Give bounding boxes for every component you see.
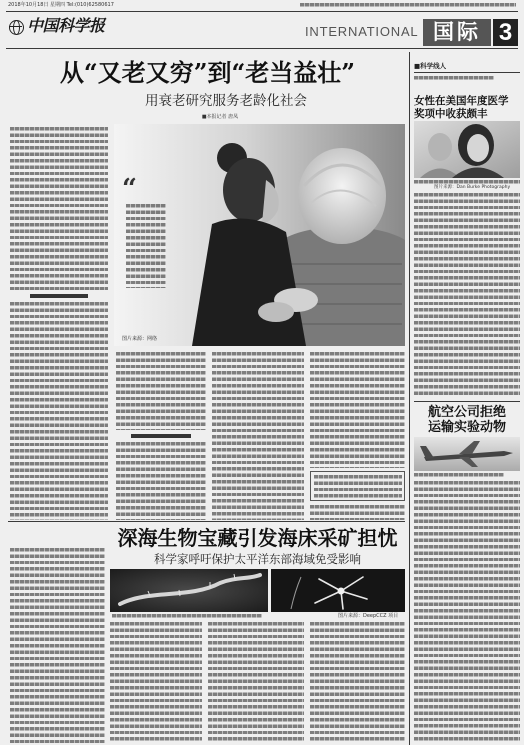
main-subheadline: 用衰老研究服务老龄化社会 bbox=[145, 93, 307, 109]
editor-credits-line bbox=[300, 3, 516, 7]
reference-text bbox=[314, 475, 402, 498]
globe-icon bbox=[9, 20, 24, 35]
pull-quote bbox=[120, 174, 170, 292]
bottom-headline: 深海生物宝藏引发海床采矿担忧 bbox=[117, 526, 398, 550]
sidebar-story-2-caption bbox=[414, 473, 504, 477]
masthead-rule bbox=[6, 48, 518, 49]
sidebar-story-2-headline bbox=[414, 405, 520, 435]
sidebar-story-1-photo bbox=[414, 121, 520, 178]
headline-line: 女性在美国年度医学 bbox=[414, 95, 509, 107]
main-section-subhead bbox=[30, 294, 88, 298]
masthead-logo: 中国科学报 bbox=[27, 16, 105, 35]
bottom-body-column-4 bbox=[310, 622, 405, 743]
headline-line: 航空公司拒绝 bbox=[427, 405, 506, 420]
sidebar-story-1-body bbox=[414, 193, 520, 397]
sidebar-story-1-headline bbox=[414, 95, 520, 120]
sidebar-story-1-photo-credit: 图片来源：Dan Burke Photography bbox=[434, 185, 511, 190]
headline-line: 奖项中收获颇丰 bbox=[414, 107, 488, 120]
main-byline: ■本报记者 唐凤 bbox=[201, 114, 239, 120]
main-body-column-1b bbox=[10, 302, 108, 520]
main-body-column-1a bbox=[10, 127, 108, 290]
main-body-column-2a bbox=[116, 352, 206, 430]
portrait-image bbox=[414, 121, 520, 178]
sidebar-divider bbox=[409, 52, 410, 745]
pull-quote-text bbox=[126, 204, 166, 288]
sidebar-story-1-caption bbox=[414, 180, 520, 184]
main-headline: 从“又老又穷”到“老当益壮” bbox=[59, 58, 356, 87]
sidebar-story-rule bbox=[414, 401, 520, 402]
issue-date-line: 2018年10月18日 星期四 Tel:(010)62580617 bbox=[8, 2, 114, 8]
bottom-section-rule bbox=[8, 521, 405, 522]
section-title-english: INTERNATIONAL bbox=[305, 24, 419, 39]
section-title-chinese: 国际 bbox=[423, 19, 491, 46]
quote-mark-icon: “ bbox=[122, 174, 137, 204]
main-body-column-3 bbox=[212, 352, 304, 520]
main-body-column-4a bbox=[310, 352, 405, 468]
airplane-image bbox=[414, 437, 520, 471]
bottom-body-column-1 bbox=[10, 548, 105, 743]
header-rule bbox=[6, 11, 518, 12]
main-photo-credit: 图片来源：网络 bbox=[122, 336, 158, 342]
bottom-body-column-2 bbox=[110, 622, 202, 743]
sidebar-story-2-body bbox=[414, 481, 520, 743]
bottom-photo-left bbox=[110, 569, 268, 612]
bottom-subheadline: 科学家呼吁保护太平洋东部海域免受影响 bbox=[154, 552, 361, 566]
bottom-photo-left-caption bbox=[112, 614, 262, 618]
deep-sea-creature-image bbox=[110, 569, 268, 612]
sidebar-story-2-photo bbox=[414, 437, 520, 471]
bottom-photo-right-credit: 图片来源：DeepCCZ 项目 bbox=[338, 613, 399, 619]
deep-sea-starfish-image bbox=[271, 569, 405, 612]
column-tag: ■科学线人 bbox=[414, 62, 447, 70]
column-tag-rule bbox=[414, 72, 520, 73]
headline-line: 运输实验动物 bbox=[427, 420, 506, 435]
column-tag-subline bbox=[414, 76, 494, 80]
bottom-body-column-3 bbox=[208, 622, 304, 743]
main-body-column-4b bbox=[310, 505, 405, 520]
page-number: 3 bbox=[493, 19, 518, 46]
reference-box bbox=[310, 471, 405, 501]
bottom-photo-right bbox=[271, 569, 405, 612]
main-section-subhead bbox=[131, 434, 191, 438]
main-body-column-2b bbox=[116, 442, 206, 520]
